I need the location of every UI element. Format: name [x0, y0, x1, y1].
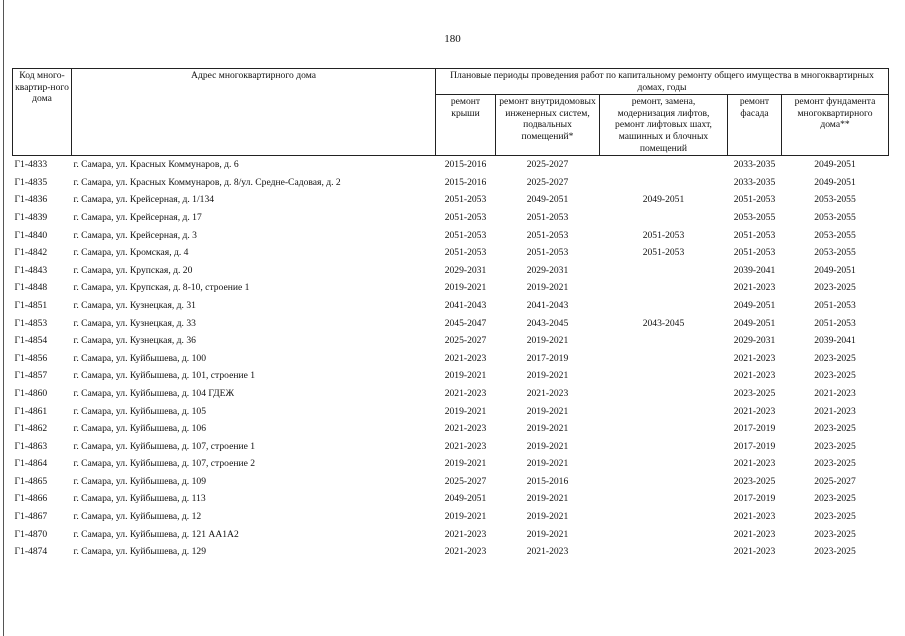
cell-facade: 2051-2053: [733, 247, 776, 259]
cell-facade: 2021-2023: [733, 458, 776, 470]
cell-foundation: 2051-2053: [814, 317, 856, 329]
cell-lifts: [600, 297, 728, 315]
cell-address: г. Самара, ул. Кузнецкая, д. 31: [73, 299, 196, 311]
cell-systems: 2043-2045: [526, 317, 569, 329]
cell-roof: 2019-2021: [444, 405, 487, 417]
cell-address: г. Самара, ул. Куйбышева, д. 101, строение 1: [73, 370, 256, 382]
cell-foundation: 2049-2051: [814, 159, 856, 171]
cell-roof: 2019-2021: [444, 370, 487, 382]
header-roof: ремонт крыши: [436, 95, 496, 156]
cell-roof: 2021-2023: [444, 440, 487, 452]
page-number: 180: [444, 33, 461, 45]
cell-systems: 2051-2053: [526, 229, 569, 241]
cell-address: г. Самара, ул. Куйбышева, д. 100: [73, 352, 206, 364]
cell-code: Г1-4835: [14, 176, 48, 188]
table-row: [13, 438, 889, 456]
cell-lifts: [600, 367, 728, 385]
cell-address: г. Самара, ул. Куйбышева, д. 107, строение 2: [73, 458, 256, 470]
header-systems: ремонт внутридомовых инженерных систем, подвальных помещений*: [496, 95, 600, 156]
table-row: [13, 191, 889, 209]
cell-roof: 2025-2027: [444, 475, 487, 487]
cell-facade: 2021-2023: [733, 405, 776, 417]
cell-address: г. Самара, ул. Красных Коммунаров, д. 6: [73, 159, 239, 171]
cell-address: г. Самара, ул. Куйбышева, д. 106: [73, 423, 206, 435]
cell-facade: 2049-2051: [733, 299, 776, 311]
cell-code: Г1-4836: [14, 194, 48, 206]
cell-systems: 2029-2031: [526, 264, 569, 276]
cell-code: Г1-4867: [14, 511, 48, 523]
cell-facade: 2029-2031: [733, 335, 776, 347]
table-row: [13, 279, 889, 297]
table-row: [13, 508, 889, 526]
cell-systems: 2015-2016: [526, 475, 569, 487]
cell-lifts: [600, 262, 728, 280]
cell-systems: 2019-2021: [526, 528, 569, 540]
cell-foundation: 2023-2025: [814, 493, 856, 505]
cell-roof: 2051-2053: [444, 247, 487, 259]
cell-address: г. Самара, ул. Куйбышева, д. 109: [73, 475, 206, 487]
table-row: [13, 156, 889, 174]
cell-code: Г1-4865: [14, 475, 48, 487]
cell-systems: 2021-2023: [526, 546, 569, 558]
cell-code: Г1-4853: [14, 317, 48, 329]
table-row: [13, 403, 889, 421]
cell-address: г. Самара, ул. Кромская, д. 4: [73, 247, 189, 259]
cell-roof: 2049-2051: [444, 493, 487, 505]
table-row: [13, 227, 889, 245]
cell-code: Г1-4864: [14, 458, 48, 470]
header-lifts: ремонт, замена, модернизация лифтов, ремонт лифтовых шахт, машинных и блочных помещений: [600, 95, 728, 156]
cell-facade: 2033-2035: [733, 159, 776, 171]
cell-systems: 2041-2043: [526, 299, 569, 311]
cell-lifts: [600, 526, 728, 544]
cell-code: Г1-4870: [14, 528, 48, 540]
header-address: Адрес многоквартирного дома: [72, 69, 436, 156]
cell-lifts: [600, 156, 728, 174]
table-row: [13, 350, 889, 368]
cell-foundation: 2049-2051: [814, 264, 856, 276]
cell-foundation: 2023-2025: [814, 528, 856, 540]
cell-systems: 2019-2021: [526, 282, 569, 294]
cell-facade: 2021-2023: [733, 352, 776, 364]
cell-code: Г1-4856: [14, 352, 48, 364]
cell-code: Г1-4854: [14, 335, 48, 347]
cell-systems: 2025-2027: [526, 176, 569, 188]
cell-lifts: 2043-2045: [642, 317, 685, 329]
cell-address: г. Самара, ул. Кузнецкая, д. 33: [73, 317, 196, 329]
table-row: [13, 526, 889, 544]
cell-roof: 2041-2043: [444, 299, 487, 311]
cell-systems: 2019-2021: [526, 458, 569, 470]
cell-lifts: [600, 455, 728, 473]
cell-code: Г1-4861: [14, 405, 48, 417]
cell-lifts: [600, 420, 728, 438]
cell-foundation: 2053-2055: [814, 194, 856, 206]
cell-roof: 2019-2021: [444, 511, 487, 523]
cell-code: Г1-4866: [14, 493, 48, 505]
cell-roof: 2051-2053: [444, 211, 487, 223]
cell-code: Г1-4863: [14, 440, 48, 452]
cell-facade: 2023-2025: [733, 387, 776, 399]
cell-code: Г1-4833: [14, 159, 48, 171]
cell-address: г. Самара, ул. Крейсерная, д. 17: [73, 211, 202, 223]
cell-roof: 2019-2021: [444, 282, 487, 294]
cell-address: г. Самара, ул. Кузнецкая, д. 36: [73, 335, 196, 347]
cell-code: Г1-4857: [14, 370, 48, 382]
cell-systems: 2017-2019: [526, 352, 569, 364]
cell-foundation: 2023-2025: [814, 370, 856, 382]
table-row: [13, 262, 889, 280]
cell-lifts: [600, 385, 728, 403]
table-row: [13, 385, 889, 403]
cell-systems: 2025-2027: [526, 159, 569, 171]
header-facade: ремонт фасада: [728, 95, 782, 156]
cell-foundation: 2023-2025: [814, 352, 856, 364]
cell-foundation: 2053-2055: [814, 229, 856, 241]
cell-code: Г1-4862: [14, 423, 48, 435]
cell-address: г. Самара, ул. Куйбышева, д. 104 ГДЕЖ: [73, 387, 235, 399]
page-edge-rule: [3, 0, 4, 636]
cell-roof: 2021-2023: [444, 352, 487, 364]
cell-roof: 2021-2023: [444, 423, 487, 435]
cell-lifts: [600, 350, 728, 368]
header-code: Код много-квартир-ного дома: [13, 69, 72, 156]
cell-roof: 2015-2016: [444, 159, 487, 171]
cell-foundation: 2053-2055: [814, 211, 856, 223]
cell-systems: 2049-2051: [526, 194, 569, 206]
repair-schedule-table: [12, 68, 889, 561]
cell-foundation: 2021-2023: [814, 387, 856, 399]
cell-code: Г1-4840: [14, 229, 48, 241]
cell-systems: 2019-2021: [526, 370, 569, 382]
cell-systems: 2019-2021: [526, 493, 569, 505]
cell-systems: 2051-2053: [526, 211, 569, 223]
cell-foundation: 2023-2025: [814, 440, 856, 452]
cell-facade: 2023-2025: [733, 475, 776, 487]
cell-lifts: 2051-2053: [642, 229, 685, 241]
cell-systems: 2019-2021: [526, 511, 569, 523]
cell-foundation: 2049-2051: [814, 176, 856, 188]
cell-code: Г1-4839: [14, 211, 48, 223]
cell-foundation: 2053-2055: [814, 247, 856, 259]
cell-code: Г1-4860: [14, 387, 48, 399]
cell-foundation: 2051-2053: [814, 299, 856, 311]
cell-roof: 2019-2021: [444, 458, 487, 470]
cell-facade: 2051-2053: [733, 194, 776, 206]
cell-roof: 2021-2023: [444, 387, 487, 399]
cell-systems: 2019-2021: [526, 335, 569, 347]
table-row: [13, 455, 889, 473]
cell-foundation: 2023-2025: [814, 546, 856, 558]
cell-facade: 2053-2055: [733, 211, 776, 223]
cell-roof: 2051-2053: [444, 194, 487, 206]
cell-roof: 2029-2031: [444, 264, 487, 276]
cell-address: г. Самара, ул. Куйбышева, д. 129: [73, 546, 206, 558]
header-foundation: ремонт фундамента многоквартирного дома**: [782, 95, 889, 156]
table-row: [13, 543, 889, 561]
cell-lifts: [600, 490, 728, 508]
table-row: [13, 297, 889, 315]
cell-lifts: 2049-2051: [642, 194, 685, 206]
cell-address: г. Самара, ул. Крупская, д. 8-10, строение 1: [73, 282, 250, 294]
cell-facade: 2021-2023: [733, 546, 776, 558]
cell-address: г. Самара, ул. Крупская, д. 20: [73, 264, 193, 276]
cell-systems: 2021-2023: [526, 387, 569, 399]
header-periods: Плановые периоды проведения работ по капитальному ремонту общего имущества в многоквартирных домах, годы: [436, 69, 889, 95]
cell-address: г. Самара, ул. Крейсерная, д. 1/134: [73, 194, 215, 206]
cell-roof: 2015-2016: [444, 176, 487, 188]
cell-code: Г1-4851: [14, 299, 48, 311]
cell-facade: 2021-2023: [733, 528, 776, 540]
cell-systems: 2019-2021: [526, 440, 569, 452]
cell-facade: 2039-2041: [733, 264, 776, 276]
table-row: [13, 367, 889, 385]
cell-address: г. Самара, ул. Красных Коммунаров, д. 8/ул. Средне-Садовая, д. 2: [73, 176, 341, 188]
cell-foundation: 2023-2025: [814, 458, 856, 470]
table-row: [13, 244, 889, 262]
cell-roof: 2045-2047: [444, 317, 487, 329]
cell-facade: 2021-2023: [733, 370, 776, 382]
cell-foundation: 2021-2023: [814, 405, 856, 417]
cell-systems: 2051-2053: [526, 247, 569, 259]
cell-facade: 2017-2019: [733, 440, 776, 452]
cell-lifts: [600, 174, 728, 192]
cell-facade: 2017-2019: [733, 493, 776, 505]
cell-systems: 2019-2021: [526, 405, 569, 417]
cell-foundation: 2023-2025: [814, 423, 856, 435]
cell-lifts: [600, 543, 728, 561]
cell-facade: 2017-2019: [733, 423, 776, 435]
cell-systems: 2019-2021: [526, 423, 569, 435]
table-row: [13, 332, 889, 350]
cell-code: Г1-4842: [14, 247, 48, 259]
cell-lifts: [600, 403, 728, 421]
cell-address: г. Самара, ул. Куйбышева, д. 12: [73, 511, 202, 523]
cell-lifts: [600, 209, 728, 227]
cell-facade: 2049-2051: [733, 317, 776, 329]
table-row: [13, 420, 889, 438]
table-row: [13, 490, 889, 508]
cell-address: г. Самара, ул. Куйбышева, д. 113: [73, 493, 206, 505]
cell-foundation: 2025-2027: [814, 475, 856, 487]
table-row: [13, 473, 889, 491]
cell-foundation: 2039-2041: [814, 335, 856, 347]
cell-roof: 2021-2023: [444, 528, 487, 540]
cell-code: Г1-4848: [14, 282, 48, 294]
cell-facade: 2021-2023: [733, 511, 776, 523]
cell-facade: 2033-2035: [733, 176, 776, 188]
table-body: [13, 156, 889, 561]
cell-lifts: [600, 508, 728, 526]
cell-roof: 2021-2023: [444, 546, 487, 558]
cell-facade: 2021-2023: [733, 282, 776, 294]
cell-lifts: [600, 279, 728, 297]
cell-lifts: [600, 332, 728, 350]
cell-foundation: 2023-2025: [814, 282, 856, 294]
cell-address: г. Самара, ул. Крейсерная, д. 3: [73, 229, 197, 241]
cell-code: Г1-4843: [14, 264, 48, 276]
cell-lifts: 2051-2053: [642, 247, 685, 259]
cell-address: г. Самара, ул. Куйбышева, д. 121 АА1А2: [73, 528, 239, 540]
cell-roof: 2051-2053: [444, 229, 487, 241]
cell-address: г. Самара, ул. Куйбышева, д. 105: [73, 405, 206, 417]
table-row: [13, 174, 889, 192]
cell-roof: 2025-2027: [444, 335, 487, 347]
cell-address: г. Самара, ул. Куйбышева, д. 107, строение 1: [73, 440, 256, 452]
cell-code: Г1-4874: [14, 546, 48, 558]
table-row: [13, 315, 889, 333]
cell-foundation: 2023-2025: [814, 511, 856, 523]
cell-lifts: [600, 473, 728, 491]
cell-lifts: [600, 438, 728, 456]
table-row: [13, 209, 889, 227]
cell-facade: 2051-2053: [733, 229, 776, 241]
